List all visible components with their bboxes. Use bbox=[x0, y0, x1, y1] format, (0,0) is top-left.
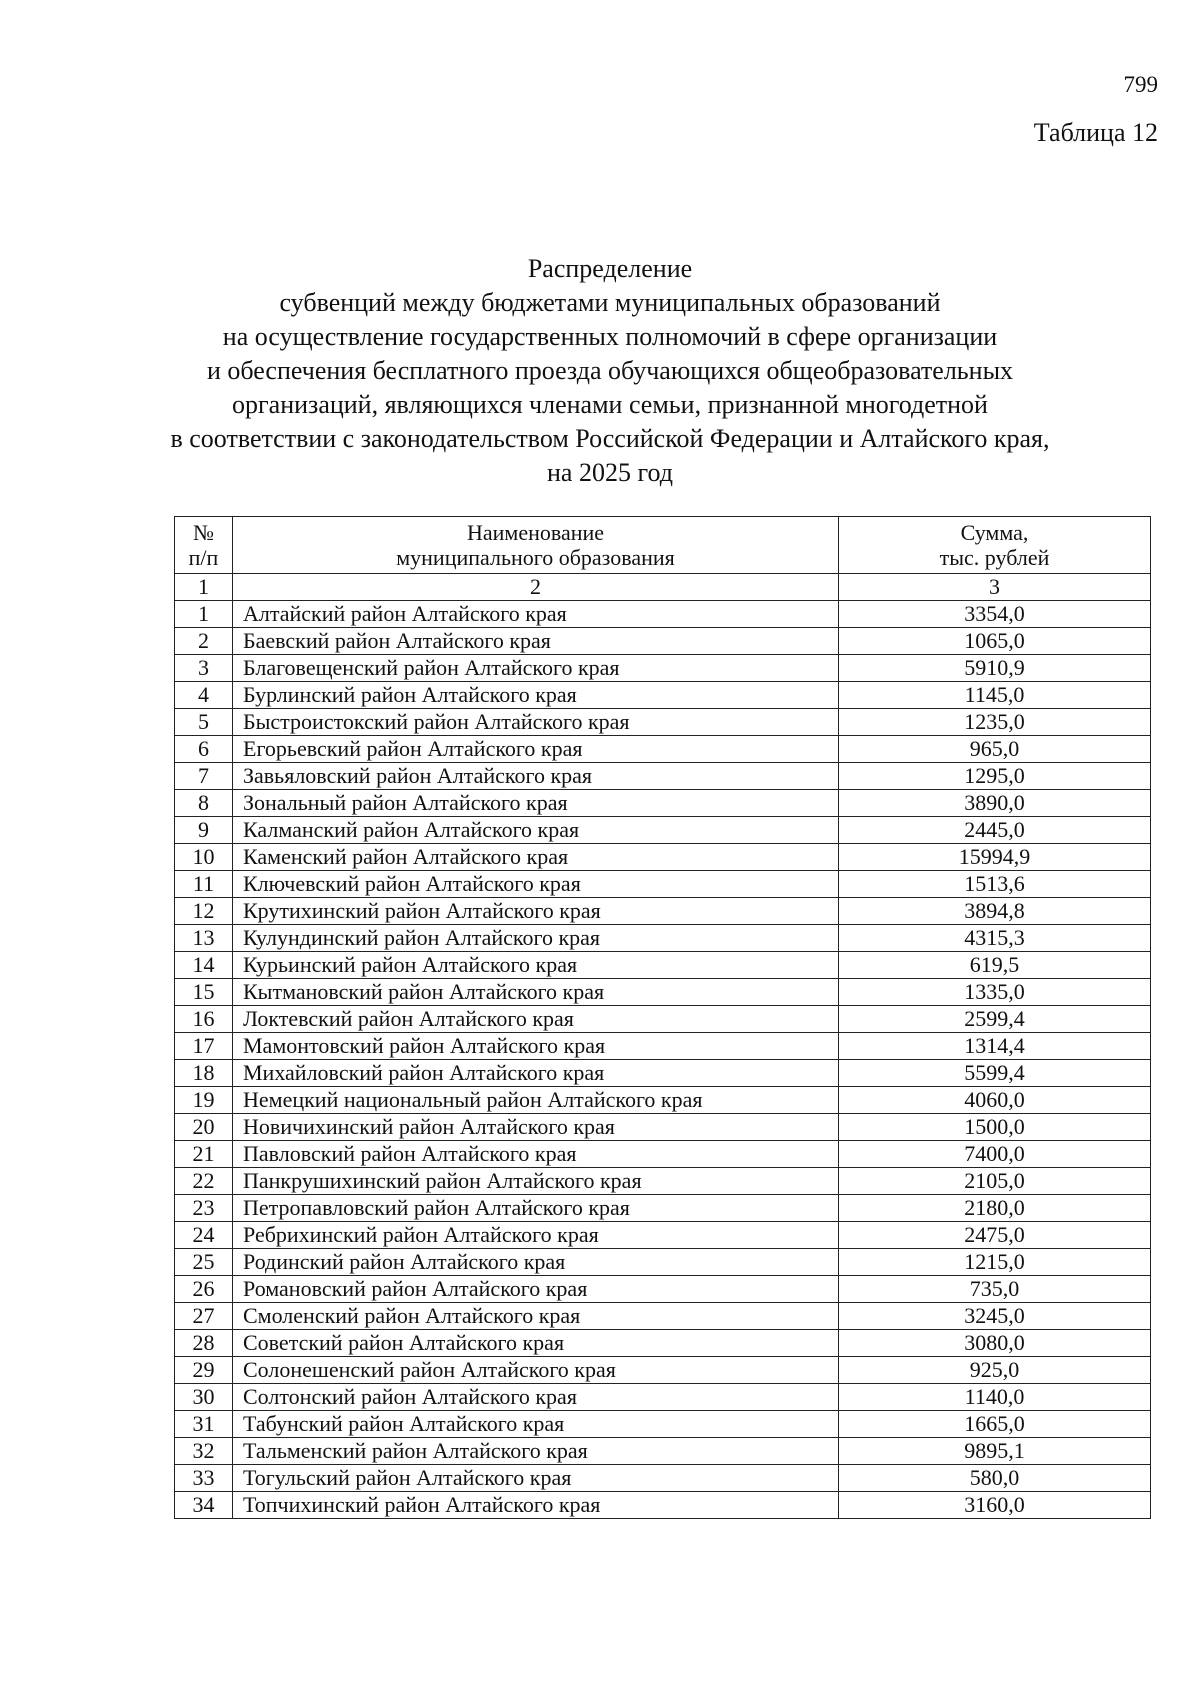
row-sum: 4060,0 bbox=[839, 1087, 1151, 1114]
table-row bbox=[175, 709, 1151, 736]
table-row bbox=[175, 1222, 1151, 1249]
header-name bbox=[233, 517, 839, 574]
row-sum: 2445,0 bbox=[839, 817, 1151, 844]
row-sum: 735,0 bbox=[839, 1276, 1151, 1303]
table-row bbox=[175, 1168, 1151, 1195]
row-number: 5 bbox=[175, 709, 233, 736]
row-name: Алтайский район Алтайского края bbox=[233, 601, 839, 628]
row-sum: 3354,0 bbox=[839, 601, 1151, 628]
row-sum: 965,0 bbox=[839, 736, 1151, 763]
row-name: Курьинский район Алтайского края bbox=[233, 952, 839, 979]
row-sum: 5599,4 bbox=[839, 1060, 1151, 1087]
row-number: 33 bbox=[175, 1465, 233, 1492]
header-sum bbox=[839, 517, 1151, 574]
row-number: 4 bbox=[175, 682, 233, 709]
row-sum: 1513,6 bbox=[839, 871, 1151, 898]
table-row bbox=[175, 736, 1151, 763]
row-number: 13 bbox=[175, 925, 233, 952]
table-row bbox=[175, 871, 1151, 898]
row-name: Смоленский район Алтайского края bbox=[233, 1303, 839, 1330]
row-sum: 3245,0 bbox=[839, 1303, 1151, 1330]
row-name: Родинский район Алтайского края bbox=[233, 1249, 839, 1276]
table-row bbox=[175, 763, 1151, 790]
title-line-4: и обеспечения бесплатного проезда обучающихся общеобразовательных bbox=[206, 356, 1014, 385]
row-name: Кулундинский район Алтайского края bbox=[233, 925, 839, 952]
title-line-1: Распределение bbox=[527, 254, 693, 283]
row-number: 26 bbox=[175, 1276, 233, 1303]
row-sum: 3890,0 bbox=[839, 790, 1151, 817]
row-sum: 580,0 bbox=[839, 1465, 1151, 1492]
row-sum: 1145,0 bbox=[839, 682, 1151, 709]
table-row bbox=[175, 952, 1151, 979]
table-body bbox=[175, 601, 1151, 1519]
table-row bbox=[175, 1114, 1151, 1141]
table-row bbox=[175, 1033, 1151, 1060]
table-label: Таблица 12 bbox=[1033, 118, 1158, 147]
title-line-3: на осуществление государственных полномочий в сфере организации bbox=[222, 322, 998, 351]
column-number-row bbox=[175, 574, 1151, 601]
row-name: Петропавловский район Алтайского края bbox=[233, 1195, 839, 1222]
row-number: 1 bbox=[175, 601, 233, 628]
row-name: Благовещенский район Алтайского края bbox=[233, 655, 839, 682]
row-number: 32 bbox=[175, 1438, 233, 1465]
table-row bbox=[175, 898, 1151, 925]
table-row bbox=[175, 1195, 1151, 1222]
row-number: 11 bbox=[175, 871, 233, 898]
row-name: Солтонский район Алтайского края bbox=[233, 1384, 839, 1411]
row-number: 18 bbox=[175, 1060, 233, 1087]
column-number-3: 3 bbox=[839, 574, 1151, 601]
row-number: 15 bbox=[175, 979, 233, 1006]
header-sum-line-2: тыс. рублей bbox=[939, 545, 1050, 570]
row-sum: 2105,0 bbox=[839, 1168, 1151, 1195]
row-number: 6 bbox=[175, 736, 233, 763]
row-sum: 4315,3 bbox=[839, 925, 1151, 952]
table-row bbox=[175, 1357, 1151, 1384]
row-number: 7 bbox=[175, 763, 233, 790]
title-line-2: субвенций между бюджетами муниципальных образований bbox=[279, 288, 941, 317]
table-row bbox=[175, 1249, 1151, 1276]
header-name-line-2: муниципального образования bbox=[396, 545, 675, 570]
row-number: 21 bbox=[175, 1141, 233, 1168]
column-number-2: 2 bbox=[233, 574, 839, 601]
row-name: Ключевский район Алтайского края bbox=[233, 871, 839, 898]
row-number: 14 bbox=[175, 952, 233, 979]
table-row bbox=[175, 1384, 1151, 1411]
table-row bbox=[175, 1060, 1151, 1087]
row-name: Табунский район Алтайского края bbox=[233, 1411, 839, 1438]
column-number-1: 1 bbox=[175, 574, 233, 601]
row-sum: 925,0 bbox=[839, 1357, 1151, 1384]
row-name: Завьяловский район Алтайского края bbox=[233, 763, 839, 790]
row-sum: 1314,4 bbox=[839, 1033, 1151, 1060]
row-number: 19 bbox=[175, 1087, 233, 1114]
table-row bbox=[175, 1411, 1151, 1438]
row-name: Баевский район Алтайского края bbox=[233, 628, 839, 655]
table-row bbox=[175, 655, 1151, 682]
row-sum: 15994,9 bbox=[839, 844, 1151, 871]
table-row bbox=[175, 979, 1151, 1006]
row-sum: 1140,0 bbox=[839, 1384, 1151, 1411]
row-number: 24 bbox=[175, 1222, 233, 1249]
row-number: 25 bbox=[175, 1249, 233, 1276]
row-number: 34 bbox=[175, 1492, 233, 1519]
row-name: Мамонтовский район Алтайского края bbox=[233, 1033, 839, 1060]
row-number: 2 bbox=[175, 628, 233, 655]
row-number: 12 bbox=[175, 898, 233, 925]
row-sum: 1215,0 bbox=[839, 1249, 1151, 1276]
row-name: Павловский район Алтайского края bbox=[233, 1141, 839, 1168]
row-sum: 1665,0 bbox=[839, 1411, 1151, 1438]
row-name: Тогульский район Алтайского края bbox=[233, 1465, 839, 1492]
row-name: Кытмановский район Алтайского края bbox=[233, 979, 839, 1006]
row-sum: 1335,0 bbox=[839, 979, 1151, 1006]
row-number: 30 bbox=[175, 1384, 233, 1411]
row-name: Романовский район Алтайского края bbox=[233, 1276, 839, 1303]
header-number-line-2: п/п bbox=[188, 545, 219, 570]
row-sum: 619,5 bbox=[839, 952, 1151, 979]
table-row bbox=[175, 1438, 1151, 1465]
row-name: Быстроистокский район Алтайского края bbox=[233, 709, 839, 736]
page-number: 799 bbox=[1123, 72, 1158, 97]
table-row bbox=[175, 925, 1151, 952]
table-header-row bbox=[175, 517, 1151, 574]
header-name-line-1: Наименование bbox=[466, 520, 605, 545]
row-sum: 3894,8 bbox=[839, 898, 1151, 925]
row-number: 20 bbox=[175, 1114, 233, 1141]
row-sum: 7400,0 bbox=[839, 1141, 1151, 1168]
row-number: 27 bbox=[175, 1303, 233, 1330]
row-number: 8 bbox=[175, 790, 233, 817]
row-sum: 3080,0 bbox=[839, 1330, 1151, 1357]
row-name: Солонешенский район Алтайского края bbox=[233, 1357, 839, 1384]
table-row bbox=[175, 1303, 1151, 1330]
table-row bbox=[175, 844, 1151, 871]
row-name: Калманский район Алтайского края bbox=[233, 817, 839, 844]
row-number: 29 bbox=[175, 1357, 233, 1384]
row-number: 28 bbox=[175, 1330, 233, 1357]
table-row bbox=[175, 1087, 1151, 1114]
row-number: 23 bbox=[175, 1195, 233, 1222]
table-row bbox=[175, 1492, 1151, 1519]
table-row bbox=[175, 817, 1151, 844]
row-name: Немецкий национальный район Алтайского края bbox=[233, 1087, 839, 1114]
table-row bbox=[175, 790, 1151, 817]
document-title bbox=[60, 252, 1160, 490]
table-row bbox=[175, 1330, 1151, 1357]
row-name: Тальменский район Алтайского края bbox=[233, 1438, 839, 1465]
row-sum: 2180,0 bbox=[839, 1195, 1151, 1222]
header-number-line-1: № bbox=[193, 520, 214, 545]
row-sum: 5910,9 bbox=[839, 655, 1151, 682]
row-sum: 1500,0 bbox=[839, 1114, 1151, 1141]
row-sum: 9895,1 bbox=[839, 1438, 1151, 1465]
row-number: 9 bbox=[175, 817, 233, 844]
table-row bbox=[175, 1141, 1151, 1168]
row-number: 3 bbox=[175, 655, 233, 682]
table-row bbox=[175, 601, 1151, 628]
row-sum: 1295,0 bbox=[839, 763, 1151, 790]
row-name: Михайловский район Алтайского края bbox=[233, 1060, 839, 1087]
header-sum-line-1: Сумма, bbox=[960, 520, 1029, 545]
row-sum: 2475,0 bbox=[839, 1222, 1151, 1249]
row-name: Новичихинский район Алтайского края bbox=[233, 1114, 839, 1141]
row-name: Бурлинский район Алтайского края bbox=[233, 682, 839, 709]
title-line-7: на 2025 год bbox=[547, 458, 673, 487]
table-row bbox=[175, 1276, 1151, 1303]
title-line-6: в соответствии с законодательством Российской Федерации и Алтайского края, bbox=[170, 424, 1050, 453]
row-name: Ребрихинский район Алтайского края bbox=[233, 1222, 839, 1249]
row-number: 17 bbox=[175, 1033, 233, 1060]
table-row bbox=[175, 628, 1151, 655]
table-row bbox=[175, 1465, 1151, 1492]
row-name: Советский район Алтайского края bbox=[233, 1330, 839, 1357]
row-name: Каменский район Алтайского края bbox=[233, 844, 839, 871]
row-sum: 1235,0 bbox=[839, 709, 1151, 736]
table-row bbox=[175, 682, 1151, 709]
row-number: 31 bbox=[175, 1411, 233, 1438]
row-number: 16 bbox=[175, 1006, 233, 1033]
row-sum: 1065,0 bbox=[839, 628, 1151, 655]
row-name: Локтевский район Алтайского края bbox=[233, 1006, 839, 1033]
row-name: Егорьевский район Алтайского края bbox=[233, 736, 839, 763]
row-name: Топчихинский район Алтайского края bbox=[233, 1492, 839, 1519]
row-name: Крутихинский район Алтайского края bbox=[233, 898, 839, 925]
header-number bbox=[175, 517, 233, 574]
row-name: Панкрушихинский район Алтайского края bbox=[233, 1168, 839, 1195]
row-sum: 2599,4 bbox=[839, 1006, 1151, 1033]
title-line-5: организаций, являющихся членами семьи, признанной многодетной bbox=[232, 390, 988, 419]
row-name: Зональный район Алтайского края bbox=[233, 790, 839, 817]
distribution-table bbox=[174, 516, 1151, 1519]
row-sum: 3160,0 bbox=[839, 1492, 1151, 1519]
row-number: 22 bbox=[175, 1168, 233, 1195]
row-number: 10 bbox=[175, 844, 233, 871]
table-row bbox=[175, 1006, 1151, 1033]
